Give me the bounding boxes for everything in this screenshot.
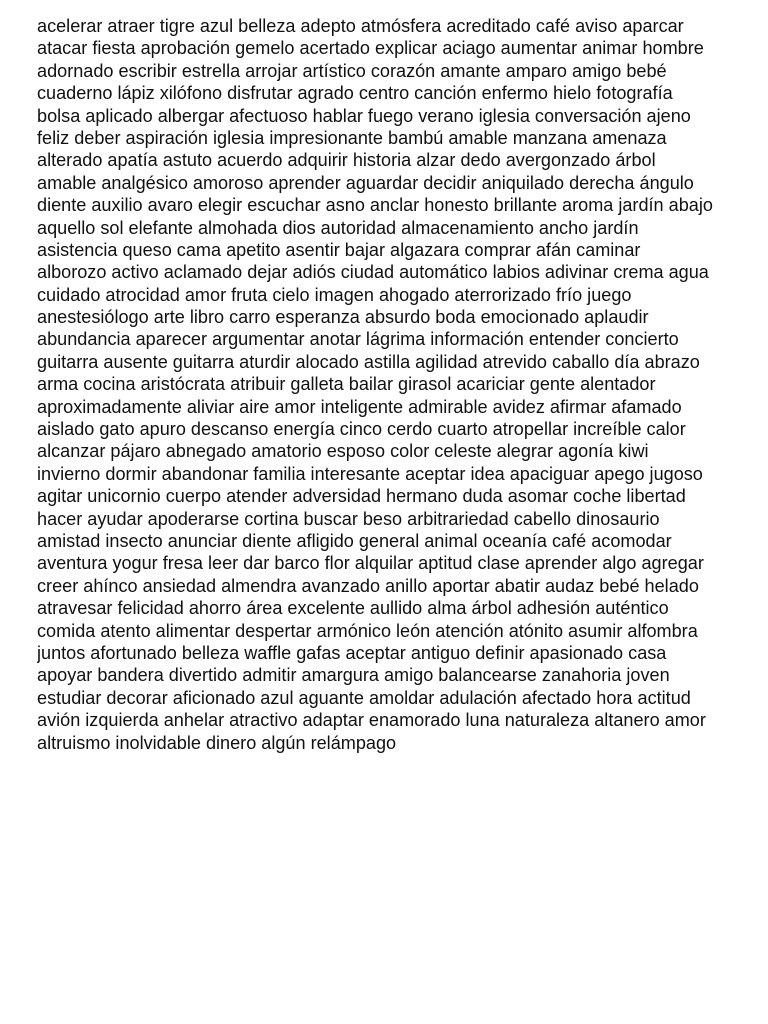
text-line: agitar unicornio cuerpo atender adversidad hermano duda asomar coche libertad: [37, 486, 686, 507]
text-line: amistad insecto anunciar diente afligido general animal oceanía café acomodar: [37, 530, 672, 551]
text-line: estudiar decorar aficionado azul aguante amoldar adulación afectado hora actitud: [37, 687, 691, 708]
text-line: arma cocina aristócrata atribuir galleta bailar girasol acariciar gente alentador: [37, 374, 656, 395]
text-line: cuidado atrocidad amor fruta cielo imagen ahogado aterrorizado frío juego: [37, 284, 632, 305]
text-line: apoyar bandera divertido admitir amargura amigo balancearse zanahoria joven: [37, 665, 670, 686]
text-line: feliz deber aspiración iglesia impresionante bambú amable manzana amenaza: [37, 127, 667, 148]
text-line: atravesar felicidad ahorro área excelente aullido alma árbol adhesión auténtico: [37, 598, 669, 619]
text-line: aislado gato apuro descanso energía cinco cerdo cuarto atropellar increíble calor: [37, 419, 686, 440]
text-line: aventura yogur fresa leer dar barco flor alquilar aptitud clase aprender algo agregar: [37, 553, 704, 574]
text-line: diente auxilio avaro elegir escuchar asno anclar honesto brillante aroma jardín abajo: [37, 195, 713, 216]
text-line: avión izquierda anhelar atractivo adaptar enamorado luna naturaleza altanero amor: [37, 710, 706, 731]
text-line: adornado escribir estrella arrojar artístico corazón amante amparo amigo bebé: [37, 60, 667, 81]
text-line: bolsa aplicado albergar afectuoso hablar fuego verano iglesia conversación ajeno: [37, 105, 691, 126]
text-line: juntos afortunado belleza waffle gafas aceptar antiguo definir apasionado casa: [37, 642, 667, 663]
text-line: creer ahínco ansiedad almendra avanzado anillo aportar abatir audaz bebé helado: [37, 575, 699, 596]
text-line: atacar fiesta aprobación gemelo acertado explicar aciago aumentar animar hombre: [37, 38, 704, 59]
text-line: asistencia queso cama apetito asentir bajar algazara comprar afán caminar: [37, 239, 641, 260]
text-line: cuaderno lápiz xilófono disfrutar agrado centro canción enfermo hielo fotografía: [37, 83, 673, 104]
text-line: abundancia aparecer argumentar anotar lágrima información entender concierto: [37, 329, 679, 350]
text-line: acelerar atraer tigre azul belleza adepto atmósfera acreditado café aviso aparcar: [37, 16, 684, 36]
text-line: anestesiólogo arte libro carro esperanza absurdo boda emocionado aplaudir: [37, 307, 649, 328]
text-line: altruismo inolvidable dinero algún relámpago: [37, 732, 397, 753]
text-line: alcanzar pájaro abnegado amatorio esposo color celeste alegrar agonía kiwi: [37, 441, 649, 462]
text-line: invierno dormir abandonar familia interesante aceptar idea apaciguar apego jugoso: [37, 463, 703, 484]
text-line: amable analgésico amoroso aprender aguardar decidir aniquilado derecha ángulo: [37, 172, 694, 193]
text-line: comida atento alimentar despertar armónico león atención atónito asumir alfombra: [37, 620, 698, 641]
text-line: alborozo activo aclamado dejar adiós ciudad automático labios adivinar crema agua: [37, 262, 709, 283]
text-line: guitarra ausente guitarra aturdir alocado astilla agilidad atrevido caballo día abrazo: [37, 351, 700, 372]
word-list-text: [37, 15, 768, 754]
text-line: aproximadamente aliviar aire amor inteligente admirable avidez afirmar afamado: [37, 396, 682, 417]
text-line: alterado apatía astuto acuerdo adquirir historia alzar dedo avergonzado árbol: [37, 150, 656, 171]
text-line: aquello sol elefante almohada dios autoridad almacenamiento ancho jardín: [37, 217, 639, 238]
text-line: hacer ayudar apoderarse cortina buscar beso arbitrariedad cabello dinosaurio: [37, 508, 660, 529]
